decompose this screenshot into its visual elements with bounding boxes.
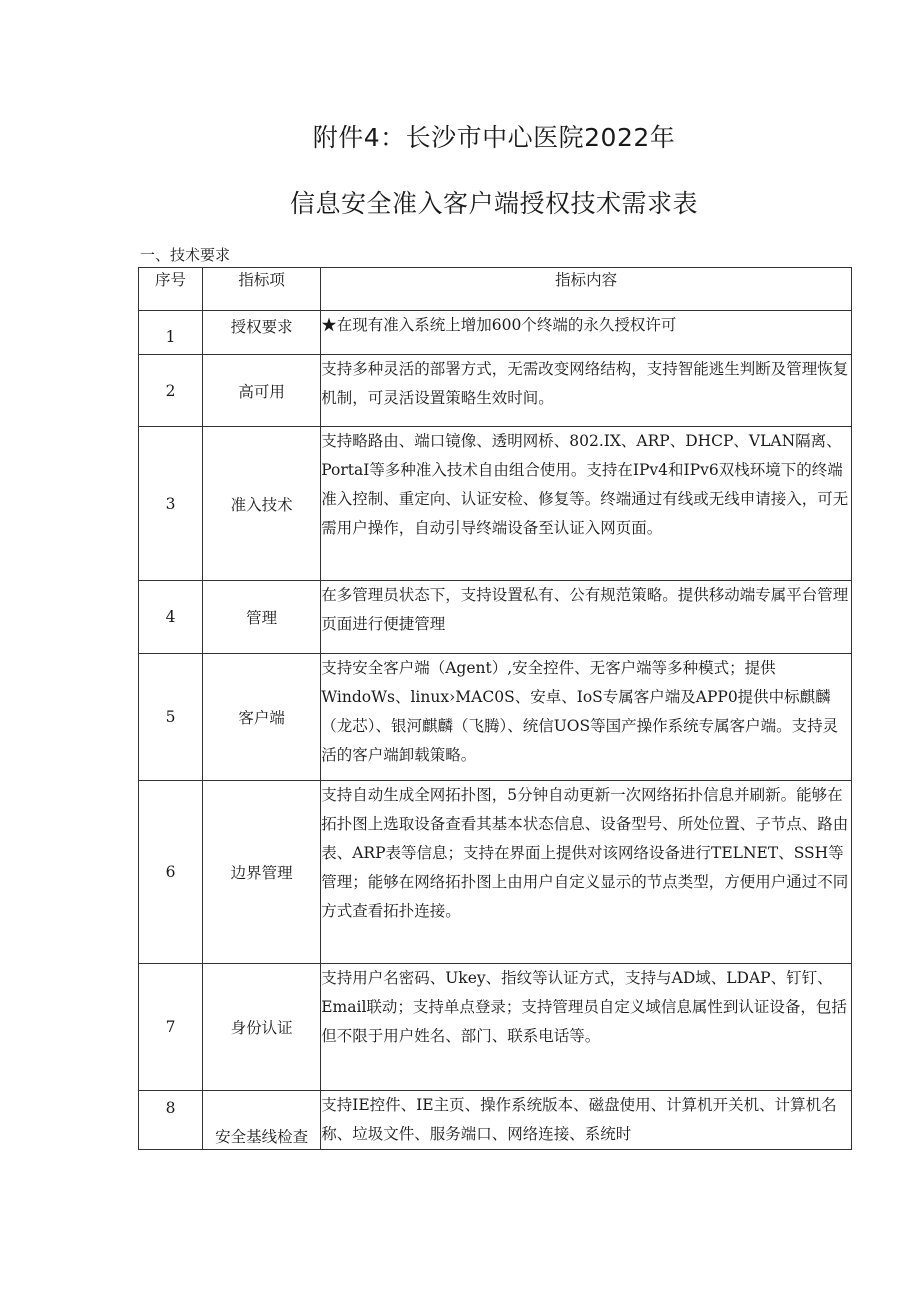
row-indicator: 安全基线检查 <box>203 1091 321 1150</box>
table-row <box>139 1091 852 1150</box>
header-content: 指标内容 <box>321 268 852 311</box>
table-row <box>139 581 852 654</box>
header-number: 序号 <box>139 268 203 311</box>
table-row <box>139 654 852 781</box>
row-number: 3 <box>139 427 203 581</box>
row-content: 在多管理员状态下，支持设置私有、公有规范策略。提供移动端专属平台管理页面进行便捷管理 <box>321 581 852 654</box>
row-number: 1 <box>139 311 203 355</box>
table-row <box>139 311 852 355</box>
table-row <box>139 355 852 427</box>
header-indicator: 指标项 <box>203 268 321 311</box>
row-indicator: 准入技术 <box>203 427 321 581</box>
requirements-table <box>138 267 852 1150</box>
row-indicator: 授权要求 <box>203 311 321 355</box>
row-indicator: 身份认证 <box>203 964 321 1091</box>
row-number: 7 <box>139 964 203 1091</box>
row-indicator: 边界管理 <box>203 781 321 964</box>
row-content: ★在现有准入系统上增加600个终端的永久授权许可 <box>321 311 852 355</box>
table-row <box>139 781 852 964</box>
table-row <box>139 964 852 1091</box>
table-header-row <box>139 268 852 311</box>
row-number: 4 <box>139 581 203 654</box>
table-row <box>139 427 852 581</box>
row-content: 支持略路由、端口镜像、透明网桥、802.IX、ARP、DHCP、VLAN隔离、PortaI等多种准入技术自由组合使用。支持在IPv4和IPv6双栈环境下的终端准入控制、重定向、认证安检、修复等。终端通过有线或无线申请接入，可无需用户操作，自动引导终端设备至认证入网页面。 <box>321 427 852 581</box>
row-number: 6 <box>139 781 203 964</box>
row-indicator: 管理 <box>203 581 321 654</box>
row-content: 支持用户名密码、Ukey、指纹等认证方式，支持与AD域、LDAP、钉钉、Email联动；支持单点登录；支持管理员自定义域信息属性到认证设备，包括但不限于用户姓名、部门、联系电话等。 <box>321 964 852 1091</box>
row-content: 支持安全客户端（Agent）,安全控件、无客户端等多种模式；提供WindoWs、linux›MAC0S、安卓、IoS专属客户端及APP0提供中标麒麟（龙芯）、银河麒麟（飞腾）、统信UOS等国产操作系统专属客户端。支持灵活的客户端卸载策略。 <box>321 654 852 781</box>
row-content: 支持自动生成全网拓扑图，5分钟自动更新一次网络拓扑信息并刷新。能够在拓扑图上选取设备查看其基本状态信息、设备型号、所处位置、子节点、路由表、ARP表等信息；支持在界面上提供对该网络设备进行TELNET、SSH等管理；能够在网络拓扑图上由用户自定义显示的节点类型，方便用户通过不同方式查看拓扑连接。 <box>321 781 852 964</box>
doc-title-line2: 信息安全准入客户端授权技术需求表 <box>289 189 698 218</box>
row-number: 5 <box>139 654 203 781</box>
row-content: 支持IE控件、IE主页、操作系统版本、磁盘使用、计算机开关机、计算机名称、垃圾文件、服务端口、网络连接、系统时 <box>321 1091 852 1150</box>
row-content: 支持多种灵活的部署方式，无需改变网络结构，支持智能逃生判断及管理恢复机制，可灵活设置策略生效时间。 <box>321 355 852 427</box>
section-heading: 一、技术要求 <box>140 246 231 264</box>
row-indicator: 客户端 <box>203 654 321 781</box>
row-indicator: 高可用 <box>203 355 321 427</box>
row-number: 2 <box>139 355 203 427</box>
doc-title-line1: 附件4：长沙市中心医院2022年 <box>312 123 676 152</box>
row-number: 8 <box>139 1091 203 1150</box>
